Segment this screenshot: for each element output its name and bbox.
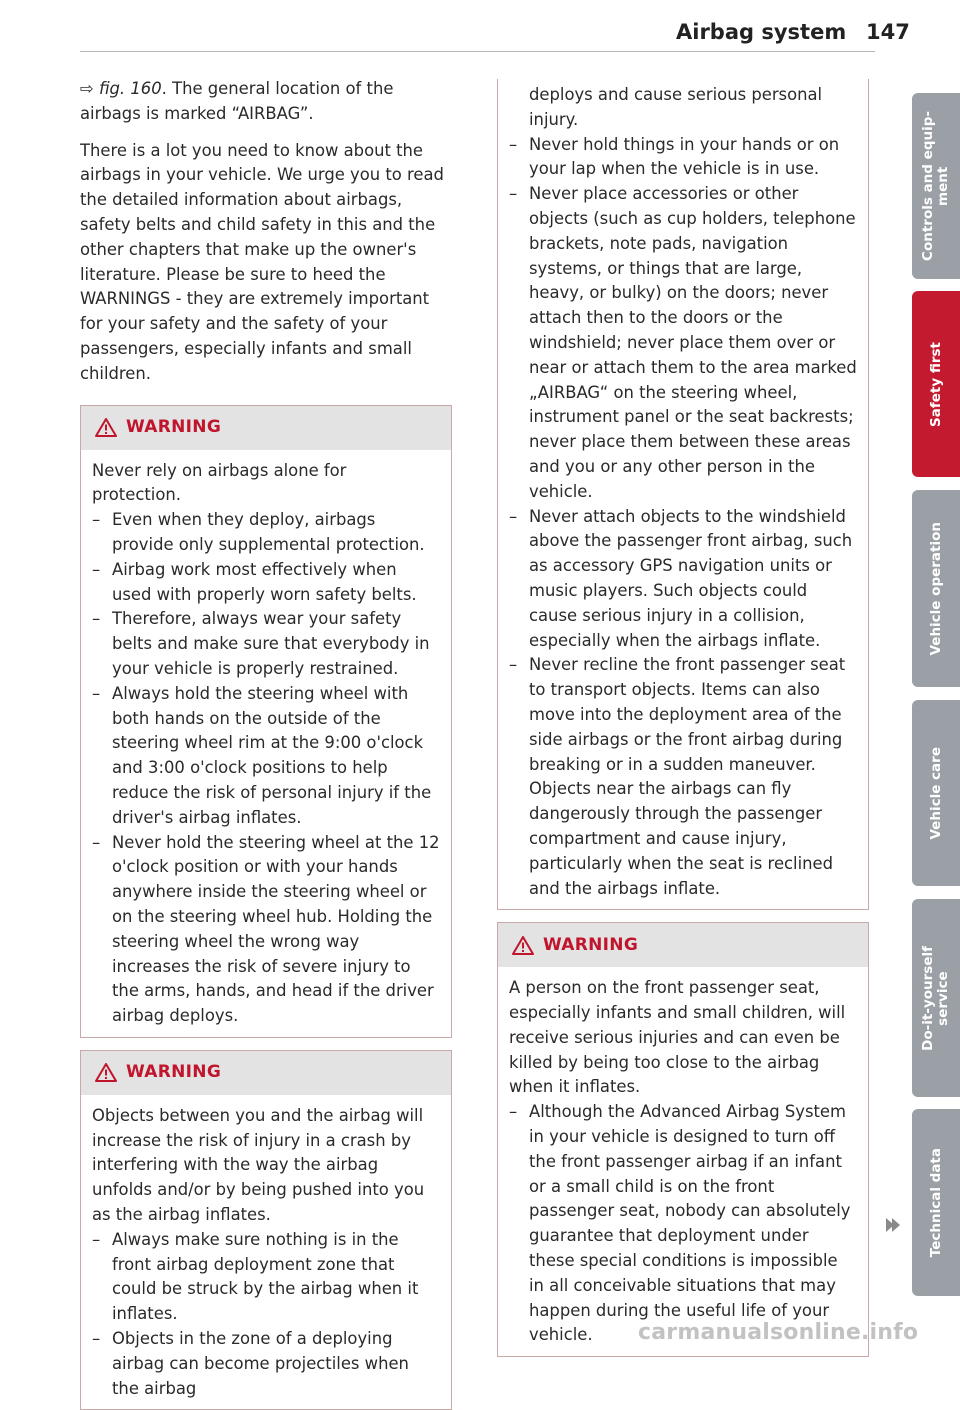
right-column — [497, 79, 869, 1357]
tab-controls-and-equipment[interactable]: Controls and equip- ment — [912, 93, 960, 279]
warning-box-objects — [80, 1050, 452, 1410]
header-rule — [80, 51, 875, 52]
tab-technical-data[interactable]: Technical data — [912, 1109, 960, 1296]
warning-header — [498, 923, 868, 967]
list-item: – Objects in the zone of a deploying airbag can become projectiles when the airbag — [92, 1327, 440, 1401]
warning-list — [92, 1228, 440, 1402]
warning-body — [498, 967, 868, 1356]
tab-vehicle-care[interactable]: Vehicle care — [912, 700, 960, 886]
section-title: Airbag system — [676, 20, 847, 44]
list-item: – Never recline the front passenger seat to transport objects. Items can also move into the deployment area of the side airbags or the front airbag during breaking or in a sudden maneuver. Objects near the airbags can fly dangerously through the passenger compartment and cause injury, particularly when the seat is reclined and the airbags inflate. — [509, 653, 857, 901]
list-item: – Always make sure nothing is in the front airbag deployment zone that could be struck by the airbag when it inflates. — [92, 1228, 440, 1327]
watermark: carmanualsonline.info — [638, 1320, 919, 1345]
list-item: – Even when they deploy, airbags provide only supplemental protection. — [92, 508, 440, 558]
warning-box-continued — [497, 79, 869, 910]
tab-do-it-yourself-service[interactable]: Do-it-yourself service — [912, 899, 960, 1097]
warning-triangle-icon — [512, 936, 534, 955]
warning-header — [81, 1051, 451, 1095]
tab-safety-first[interactable]: Safety first — [912, 291, 960, 477]
warning-lead: deploys and cause serious personal injury. — [529, 85, 823, 129]
figure-reference-link[interactable]: ⇨ fig. 160 — [80, 79, 162, 98]
warning-box-passenger — [497, 922, 869, 1357]
list-item: – Always hold the steering wheel with both hands on the outside of the steering wheel rim at the 9:00 o'clock and 3:00 o'clock positions to help reduce the risk of personal injury if the driver's airbag inflates. — [92, 682, 440, 831]
airbag-info-paragraph: There is a lot you need to know about the airbags in your vehicle. We urge you to read the detailed information about airbags, safety belts and child safety in this and the other chapters that make up the owner's literature. Please be sure to heed the WARNINGS - they are extremely important for your safety and the safety of your passengers, especially infants and small children. — [80, 140, 444, 383]
warning-list — [509, 1100, 857, 1348]
warning-lead: A person on the front passenger seat, especially infants and small children, will receive serious injuries and can even be killed by being too close to the airbag when it inflates. — [509, 978, 846, 1097]
page-number: 147 — [866, 20, 910, 44]
list-item: – Never hold things in your hands or on your lap when the vehicle is in use. — [509, 133, 857, 183]
warning-lead: Objects between you and the airbag will increase the risk of injury in a crash by interfering with the way the airbag unfolds and/or by being pushed into you as the airbag inflates. — [92, 1105, 425, 1225]
continue-arrow-icon — [886, 1217, 900, 1236]
warning-box-protection — [80, 405, 452, 1038]
warning-label: WARNING — [126, 1062, 222, 1083]
warning-header — [81, 406, 451, 450]
list-item: – Never attach objects to the windshield above the passenger front airbag, such as accessory GPS navigation units or music players. Such objects could cause serious injury in a collision, especially when the airbags inflate. — [509, 505, 857, 654]
list-item: – Airbag work most effectively when used with properly worn safety belts. — [92, 558, 440, 608]
left-column — [80, 77, 452, 1410]
warning-list — [92, 508, 440, 1029]
intro-paragraph — [80, 77, 452, 127]
warning-body — [498, 79, 868, 909]
warning-triangle-icon — [95, 1063, 117, 1082]
warning-body — [81, 450, 451, 1037]
warning-body — [81, 1095, 451, 1410]
tab-vehicle-operation[interactable]: Vehicle operation — [912, 490, 960, 687]
list-item: – Therefore, always wear your safety belts and make sure that everybody in your vehicle is properly restrained. — [92, 607, 440, 681]
warning-triangle-icon — [95, 418, 117, 437]
list-item: – Never place accessories or other objects (such as cup holders, telephone brackets, note pads, navigation systems, or things that are large, heavy, or bulky) on the doors; never attach then to the doors or the windshield; never place them over or near or attach them to the area marked „AIRBAG“ on the steering wheel, instrument panel or the seat backrests; never place them between these areas and you or any other person in the vehicle. — [509, 182, 857, 504]
list-item: – Never hold the steering wheel at the 12 o'clock position or with your hands anywhere inside the steering wheel or on the steering wheel hub. Holding the steering wheel the wrong way increases the risk of severe injury to the arms, hands, and head if the driver airbag deploys. — [92, 831, 440, 1029]
intro-text: . The general location of the airbags is marked “AIRBAG”. — [80, 79, 394, 123]
warning-label: WARNING — [126, 417, 222, 438]
warning-label: WARNING — [543, 934, 639, 955]
warning-lead: Never rely on airbags alone for protection. — [92, 460, 347, 505]
warning-list — [509, 133, 857, 902]
list-item: – Although the Advanced Airbag System in your vehicle is designed to turn off the front passenger airbag if an infant or a small child is on the front passenger seat, nobody can absolutely guarantee that deployment under these special conditions is impossible in all conceivable situations that may happen during the useful life of your vehicle. — [509, 1100, 857, 1348]
